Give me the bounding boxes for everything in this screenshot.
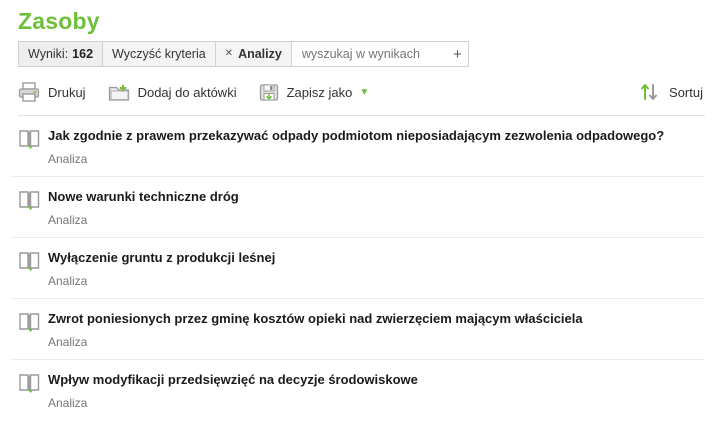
result-title[interactable]: Nowe warunki techniczne dróg bbox=[48, 189, 239, 204]
result-content bbox=[48, 188, 705, 227]
add-to-folder-button[interactable] bbox=[108, 83, 237, 102]
result-content bbox=[48, 249, 705, 288]
resources-page bbox=[0, 8, 715, 428]
sort-button[interactable] bbox=[639, 82, 703, 102]
result-content bbox=[48, 127, 705, 166]
chevron-down-icon[interactable]: ▼ bbox=[359, 86, 370, 98]
book-icon bbox=[18, 127, 48, 155]
result-content bbox=[48, 310, 705, 349]
printer-icon bbox=[18, 82, 40, 102]
clear-criteria-button[interactable] bbox=[102, 41, 216, 67]
folder-add-icon bbox=[108, 83, 130, 102]
save-disk-icon bbox=[259, 83, 279, 102]
results-count: 162 bbox=[72, 47, 94, 61]
list-item[interactable] bbox=[10, 360, 705, 420]
filter-chip-analizy[interactable] bbox=[215, 41, 292, 67]
filter-chip-label: Analizy bbox=[238, 47, 282, 61]
page-title: Zasoby bbox=[18, 8, 100, 34]
result-type: Analiza bbox=[48, 396, 88, 410]
results-label: Wyniki: bbox=[28, 47, 69, 61]
list-item[interactable] bbox=[10, 116, 705, 177]
result-title[interactable]: Wpływ modyfikacji przedsięwzięć na decyzje środowiskowe bbox=[48, 372, 418, 387]
book-icon bbox=[18, 188, 48, 216]
result-type: Analiza bbox=[48, 274, 88, 288]
results-count-chip bbox=[18, 41, 103, 67]
plus-icon[interactable]: + bbox=[453, 45, 462, 63]
search-in-results[interactable] bbox=[291, 41, 469, 67]
book-icon bbox=[18, 249, 48, 277]
list-item[interactable] bbox=[10, 238, 705, 299]
save-as-button[interactable] bbox=[259, 83, 370, 102]
book-icon bbox=[18, 310, 48, 338]
search-input[interactable] bbox=[302, 47, 428, 61]
result-title[interactable]: Zwrot poniesionych przez gminę kosztów opieki nad zwierzęciem mającym właściciela bbox=[48, 311, 583, 326]
result-content bbox=[48, 371, 705, 410]
print-button[interactable] bbox=[18, 82, 86, 102]
list-item[interactable] bbox=[10, 299, 705, 360]
sort-arrows-icon bbox=[639, 82, 659, 102]
clear-criteria-label: Wyczyść kryteria bbox=[112, 47, 206, 61]
action-toolbar bbox=[18, 77, 705, 116]
sort-label: Sortuj bbox=[669, 84, 703, 100]
add-to-folder-label: Dodaj do aktówki bbox=[137, 84, 237, 100]
save-as-label: Zapisz jako bbox=[286, 84, 353, 100]
result-type: Analiza bbox=[48, 335, 88, 349]
book-icon bbox=[18, 371, 48, 399]
result-title[interactable]: Wyłączenie gruntu z produkcji leśnej bbox=[48, 250, 276, 265]
filter-bar bbox=[18, 41, 705, 67]
result-title[interactable]: Jak zgodnie z prawem przekazywać odpady podmiotom nieposiadającym zezwolenia odpadowego? bbox=[48, 128, 665, 143]
close-icon[interactable]: ✕ bbox=[224, 48, 234, 59]
result-type: Analiza bbox=[48, 152, 88, 166]
list-item[interactable] bbox=[10, 177, 705, 238]
results-list bbox=[10, 116, 705, 420]
result-type: Analiza bbox=[48, 213, 88, 227]
print-label: Drukuj bbox=[48, 84, 86, 100]
